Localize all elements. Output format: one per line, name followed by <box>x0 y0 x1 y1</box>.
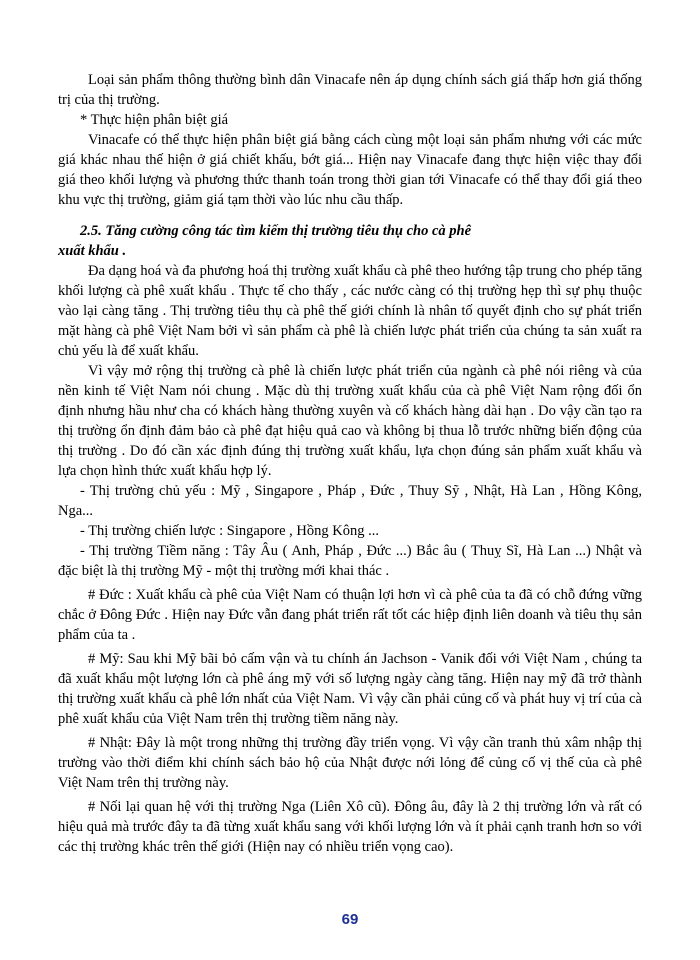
paragraph: # Nhật: Đây là một trong những thị trường đầy triển vọng. Vì vậy cần tranh thủ xâm nhập thị trường vào thời điểm khi chính sách bảo hộ của Nhật được nới lỏng để củng cố vị thế của cà phê Việt Nam trên thị trường này. <box>58 735 642 791</box>
list-item: - Thị trường Tiềm năng : Tây Âu ( Anh, Pháp , Đức ...) Bắc âu ( Thuỵ Sĩ, Hà Lan ...) Nhật và đặc biệt là thị trường Mỹ - một thị trường mới khai thác . <box>58 543 642 579</box>
paragraph: Vinacafe có thể thực hiện phân biệt giá bằng cách cùng một loại sản phẩm nhưng với các mức giá khác nhau thế hiện ở giá chiết khấu, bớt giá... Hiện nay Vinacafe đang thực hiện việc thay đổi giá theo khối lượng và phương thức thanh toán trong thời gian tới Vinacafe có thể thay đổi giá theo khu vực thị trường, giảm giá tạm thời vào lúc nhu cầu thấp. <box>58 132 642 208</box>
document-body <box>58 70 642 857</box>
paragraph: Vì vậy mở rộng thị trường cà phê là chiến lược phát triển của ngành cà phê nói riêng và của nền kinh tế Việt Nam nói chung . Mặc dù thị trường xuất khẩu của cà phê Việt Nam rộng đối ổn định nhưng hầu như cha có khách hàng thường xuyên và cố khách hàng dài hạn . Do vậy cần tạo ra thị trường ổn định đảm bảo cà phê đạt hiệu quả cao và không bị thua lỗ trước những biến động của thị trường . Do đó cần xác định đúng thị trường xuất khẩu, lựa chọn đúng sản phẩm xuất khẩu và lựa chọn hình thức xuất khẩu hợp lý. <box>58 363 642 479</box>
section-heading: 2.5. Tăng cường công tác tìm kiếm thị trường tiêu thụ cho cà phê <box>80 223 472 239</box>
list-item: - Thị trường chiến lược : Singapore , Hồng Kông ... <box>80 523 379 539</box>
paragraph: # Nối lại quan hệ với thị trường Nga (Liên Xô cũ). Đông âu, đây là 2 thị trường lớn và rất có hiệu quả mà trước đây ta đã từng xuất khẩu sang với khối lượng lớn và ít phải cạnh tranh hơn so với các thị trường khác trên thế giới (Hiện nay có nhiều triển vọng cao). <box>58 799 642 855</box>
paragraph: Loại sản phẩm thông thường bình dân Vinacafe nên áp dụng chính sách giá thấp hơn giá thống trị của thị trường. <box>58 72 642 108</box>
paragraph: * Thực hiện phân biệt giá <box>80 112 229 128</box>
paragraph: # Mỹ: Sau khi Mỹ bãi bỏ cấm vận và tu chính án Jachson - Vanik đối với Việt Nam , chúng ta đã xuất khẩu một lượng lớn cà phê áng mỹ với số lượng ngày càng tăng. Hiện nay mỹ đã trở thành thị trường xuất khẩu cà phê lớn nhất của Việt Nam. Vì vậy cần phải củng cố và phát huy vị trí của cà phê xuất khẩu của Việt Nam trên thị trường tiềm năng này. <box>58 651 642 727</box>
list-item: - Thị trường chủ yếu : Mỹ , Singapore , Pháp , Đức , Thuy Sỹ , Nhật, Hà Lan , Hồng Kông, Nga... <box>58 483 642 519</box>
paragraph: # Đức : Xuất khẩu cà phê của Việt Nam có thuận lợi hơn vì cà phê của ta đã có chỗ đứng vững chắc ở Đông Đức . Hiện nay Đức vẫn đang phát triển rất tốt các hiệp định liên doanh và tiêu thụ sản phẩm của ta . <box>58 587 642 643</box>
spacer <box>58 210 642 221</box>
page-number: 69 <box>341 911 359 928</box>
paragraph: Đa dạng hoá và đa phương hoá thị trường xuất khẩu cà phê theo hướng tập trung cho phép tăng khối lượng cà phê xuất khẩu . Thực tế cho thấy , các nước càng có thị trường hẹp thì sự phụ thuộc vào lại càng tăng . Thị trường tiêu thụ cà phê thế giới chính là nhân tố quyết định cho sự phát triển mặt hàng cà phê Việt Nam bởi vì sản phẩm cà phê là chiến lược phát triển của chúng ta sản xuất ra chủ yếu là để xuất khẩu. <box>58 263 642 359</box>
section-heading-continuation: xuất khẩu . <box>58 243 127 259</box>
